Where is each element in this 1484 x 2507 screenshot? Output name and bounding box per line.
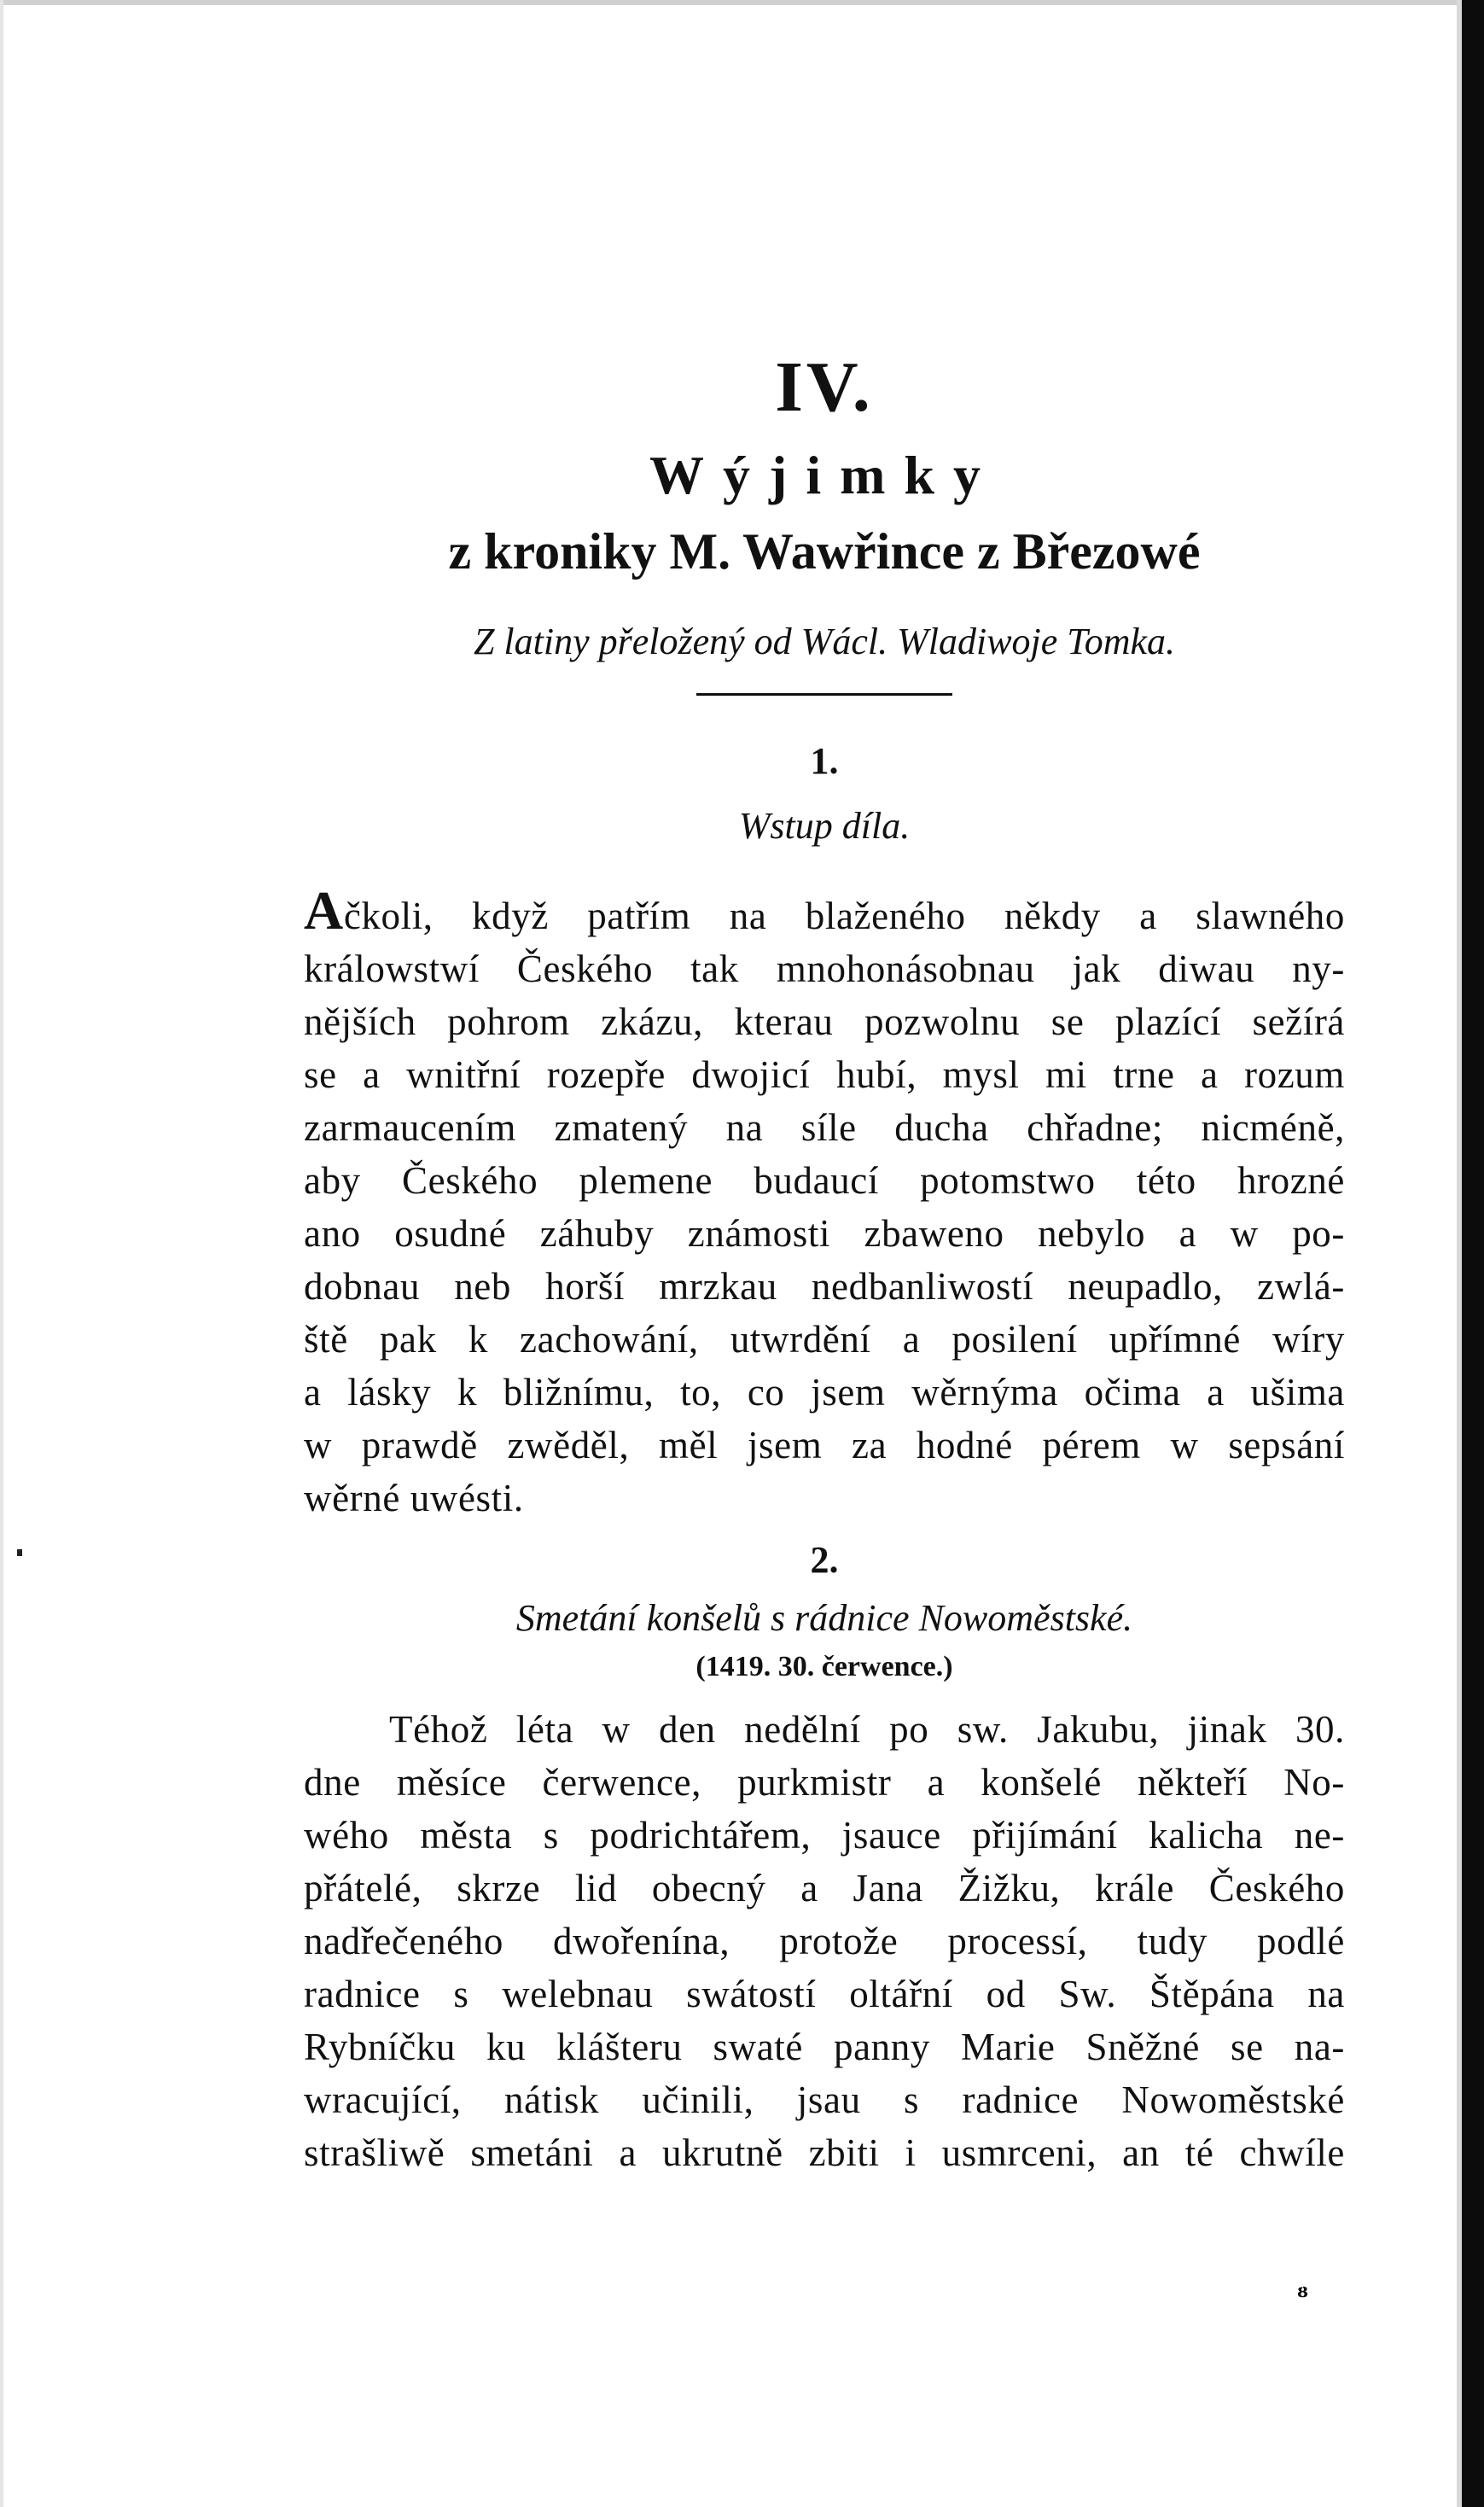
text-line: se a wnitřní rozepře dwojicí hubí, mysl mi trne a rozum — [304, 1053, 1345, 1096]
text-line: ště pak k zachowání, utwrdění a posilení upřímné wíry — [304, 1318, 1345, 1361]
text-line: přátelé, skrze lid obecný a Jana Žižku, krále Českého — [304, 1867, 1345, 1909]
section-number: 1. — [810, 740, 839, 782]
text-line: Téhož léta w den nedělní po sw. Jakubu, jinak 30. — [389, 1708, 1345, 1751]
section-number: 2. — [810, 1539, 839, 1581]
text-line: wracující, nátisk učinili, jsau s radnice Nowoměstské — [304, 2078, 1345, 2121]
text-line: ano osudné záhuby známosti zbaweno nebylo a w po- — [304, 1212, 1345, 1255]
text-line: dobnau neb horší mrzkau nedbanliwostí neupadlo, zwlá- — [304, 1265, 1345, 1308]
drop-cap: A — [304, 880, 344, 941]
text-line: wěrné uwésti. — [304, 1477, 524, 1519]
text-line: zarmaucením zmatený na síle ducha chřadne; nicméně, — [304, 1106, 1345, 1149]
section-date: (1419. 30. čerwence.) — [695, 1651, 953, 1682]
scan-speck — [17, 1549, 22, 1556]
text-line: strašliwě smetáni a ukrutně zbiti i usmrceni, an té chwíle — [304, 2131, 1345, 2174]
text-line: králowstwí Českého tak mnohonásobnau jak diwau ny- — [304, 947, 1345, 990]
title-rule — [696, 693, 952, 696]
section-title: Wstup díla. — [738, 805, 911, 847]
text-line: dne měsíce čerwence, purkmistr a konšelé někteří No- — [304, 1761, 1345, 1804]
scan-right-edge — [1462, 0, 1484, 2507]
signature-mark: ᴕ — [1297, 2277, 1309, 2302]
paragraph — [304, 880, 1345, 1525]
translator-credit: Z latiny přeložený od Wácl. Wladiwoje Tomka. — [473, 621, 1176, 662]
text-line: Rybníčku ku klášteru swaté panny Marie Sněžné se na- — [304, 2026, 1345, 2068]
section-title: Smetání konšelů s rádnice Nowoměstské. — [515, 1597, 1133, 1639]
text-line: w prawdě zwěděl, měl jsem za hodné pérem w sepsání — [304, 1424, 1345, 1466]
chapter-number: IV. — [775, 347, 874, 427]
text-line: a lásky k bližnímu, to, co jsem wěrnýma očima a ušima — [304, 1371, 1345, 1414]
text-line: Ačkoli, když patřím na blaženého někdy a slawného — [304, 880, 1345, 941]
chapter-title: Wýjimky — [649, 445, 999, 505]
text-line: radnice s welebnau swátostí oltářní od Sw. Štěpána na — [304, 1973, 1345, 2015]
scan-top-edge — [0, 0, 1484, 5]
text-line: nějších pohrom zkázu, kterau pozwolnu se plazící sežírá — [304, 1000, 1345, 1043]
text-line: aby Českého plemene budaucí potomstwo této hrozné — [304, 1159, 1345, 1202]
text-line: wého města s podrichtářem, jsauce přijímání kalicha ne- — [304, 1814, 1345, 1857]
chapter-subtitle: z kroniky M. Wawřince z Březowé — [448, 523, 1201, 580]
text-line: nadřečeného dwořenína, protože processí, tudy podlé — [304, 1920, 1345, 1962]
paragraph — [304, 1703, 1345, 2179]
scan-left-edge — [0, 0, 3, 2507]
